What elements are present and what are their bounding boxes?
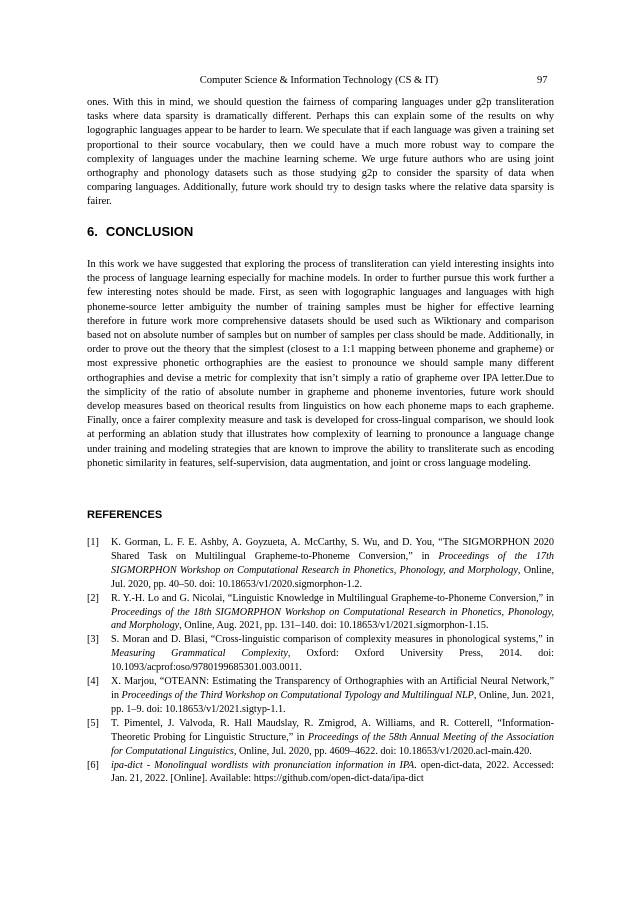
reference-label: [5] bbox=[87, 717, 99, 729]
body-paragraph-1: ones. With this in mind, we should question the fairness of comparing languages under g2p transliteration tasks where data sparsity is dramatically different. Perhaps this can explain some of the results on why logographic languages appear to be harder to learn. We speculate that if each language was given a training set proportional to their source vocabulary, then we could have a much more robust way to compare the complexity of languages under the machine learning scheme. We urge future authors who are using joint orthography and phonology datasets such as those studying g2p to consider the sparsity of data when comparing languages. Additionally, future work should try to design tasks where the relative data sparsity is fairer. bbox=[87, 97, 554, 208]
page-number: 97 bbox=[537, 75, 548, 86]
reference-venue: ipa-dict - Monolingual wordlists with pronunciation information in IPA bbox=[111, 759, 415, 771]
running-header: Computer Science & Information Technology (CS & IT) bbox=[199, 75, 439, 86]
reference-authors-title: T. Pimentel, J. Valvoda, R. Hall Maudslay, R. Zmigrod, A. Williams, and R. Cotterell, “Information-Theoretic Probing for Linguistic Structure,” in bbox=[111, 717, 554, 743]
reference-details: , Online, Jul. 2020, pp. 4609–4622. doi: 10.18653/v1/2020.acl-main.420. bbox=[233, 745, 532, 757]
reference-details: , Online, Aug. 2021, pp. 131–140. doi: 10.18653/v1/2021.sigmorphon-1.15. bbox=[179, 620, 489, 632]
section-title: CONCLUSION bbox=[105, 224, 194, 239]
reference-label: [6] bbox=[87, 759, 99, 771]
reference-item bbox=[87, 633, 554, 675]
section-heading-conclusion bbox=[87, 224, 193, 239]
reference-venue: Proceedings of the 18th SIGMORPHON Workshop on Computational Research in Phonetics, Phonology, and Morphology bbox=[111, 606, 554, 632]
reference-list bbox=[87, 536, 554, 786]
reference-item bbox=[87, 675, 554, 717]
reference-item bbox=[87, 717, 554, 759]
body-paragraph-2: In this work we have suggested that exploring the process of transliteration can yield interesting insights into the process of language learning especially for machine models. In order to further pursue this work further a few interesting notes should be made. First, as seen with logographic languages and languages with high phoneme-source letter ambiguity the number of training samples must be higher for effective learning therefore in future work more comprehensive datasets should be used such as Wiktionary and comparison based not on absolute number of samples but on number of samples per class should be made. Additionally, in order to prove out the theory that the simplest (closest to a 1:1 mapping between phoneme and grapheme) or most expressive phonetic orthographies are the easiest to pronounce we should sample many different orthographies and devise a metric for complexity that isn’t simply a ratio of grapheme over IPA letter.Due to the simplicity of the ratio of absolute number in grapheme and phoneme inventories, future work should develop measures based on theorical results from linguistics on how each phoneme maps to each grapheme. Finally, once a fairer complexity measure and task is developed for cross-lingual comparison, we should look at performing an ablation study that illustrates how complexity of learning to pronounce a language change under training and modeling strategies that are known to improve the ability to transliterate such as encoding phonetic similarity in features, self-supervision, data augmentation, and joint or cross language modeling. bbox=[87, 259, 554, 469]
reference-authors-title: K. Gorman, L. F. E. Ashby, A. Goyzueta, A. McCarthy, S. Wu, and D. You, “The SIGMORPHON 2020 Shared Task on Multilingual Grapheme-to-Phoneme Conversion,” in bbox=[111, 537, 554, 562]
section-number: 6. bbox=[87, 224, 98, 239]
reference-venue: Proceedings of the Third Workshop on Computational Typology and Multilingual NLP bbox=[121, 689, 474, 701]
reference-label: [2] bbox=[87, 592, 99, 604]
reference-label: [4] bbox=[87, 676, 99, 688]
reference-venue: Proceedings of the 58th Annual Meeting of the Association for Computational Linguistics bbox=[111, 731, 554, 757]
reference-details: , Oxford: Oxford University Press, 2014. doi: 10.1093/acprof:oso/9780199685301.003.0011. bbox=[111, 648, 554, 674]
reference-authors-title: R. Y.-H. Lo and G. Nicolai, “Linguistic Knowledge in Multilingual Grapheme-to-Phoneme Conversion,” in bbox=[111, 592, 554, 604]
reference-item bbox=[87, 592, 554, 634]
reference-authors-title: S. Moran and D. Blasi, “Cross-linguistic comparison of complexity measures in phonological systems,” in bbox=[111, 634, 554, 646]
reference-details: . open-dict-data, 2022. Accessed: Jan. 21, 2022. [Online]. Available: https://github.com/open-dict-data/ipa-dict bbox=[111, 759, 554, 785]
reference-authors-title: X. Marjou, “OTEANN: Estimating the Transparency of Orthographies with an Artificial Neural Network,” in bbox=[111, 676, 554, 701]
reference-item bbox=[87, 536, 554, 592]
references-heading: REFERENCES bbox=[87, 509, 163, 521]
reference-label: [1] bbox=[87, 537, 99, 548]
reference-item bbox=[87, 759, 554, 787]
reference-venue: Proceedings of the 17th SIGMORPHON Workshop on Computational Research in Phonetics, Phonology, and Morphology bbox=[111, 550, 554, 576]
reference-details: , Online, Jul. 2020, pp. 40–50. doi: 10.18653/v1/2020.sigmorphon-1.2. bbox=[111, 564, 555, 590]
reference-details: , Online, Jun. 2021, pp. 1–9. doi: 10.18653/v1/2021.sigtyp-1.1. bbox=[111, 689, 554, 715]
reference-label: [3] bbox=[87, 634, 99, 646]
reference-venue: Measuring Grammatical Complexity bbox=[111, 648, 288, 660]
